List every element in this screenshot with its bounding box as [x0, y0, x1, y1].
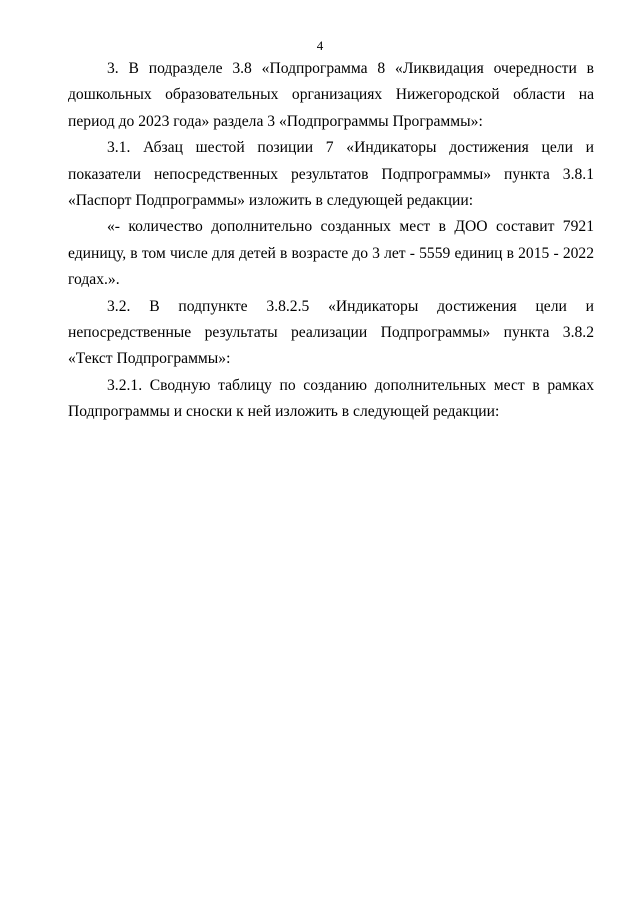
document-body	[68, 56, 594, 426]
paragraph-3-1: 3.1. Абзац шестой позиции 7 «Индикаторы достижения цели и показатели непосредственных результатов Подпрограммы» пункта 3.8.1 «Паспорт Подпрограммы» изложить в следующей редакции:	[68, 139, 594, 210]
page-number: 4	[316, 38, 324, 53]
paragraph-3-2: 3.2. В подпункте 3.8.2.5 «Индикаторы достижения цели и непосредственные результаты реализации Подпрограммы» пункта 3.8.2 «Текст Подпрограммы»:	[68, 297, 594, 368]
paragraph-3-2-1: 3.2.1. Сводную таблицу по созданию дополнительных мест в рамках Подпрограммы и сноски к ней изложить в следующей редакции:	[68, 376, 594, 421]
paragraph-section-3: 3. В подразделе 3.8 «Подпрограмма 8 «Ликвидация очередности в дошкольных образовательных организациях Нижегородской области на период до 2023 года» раздела 3 «Подпрограммы Программы»:	[68, 60, 594, 130]
paragraph-quote: «- количество дополнительно созданных мест в ДОО составит 7921 единицу, в том числе для детей в возрасте до 3 лет - 5559 единиц в 2015 - 2022 годах.».	[68, 218, 594, 289]
